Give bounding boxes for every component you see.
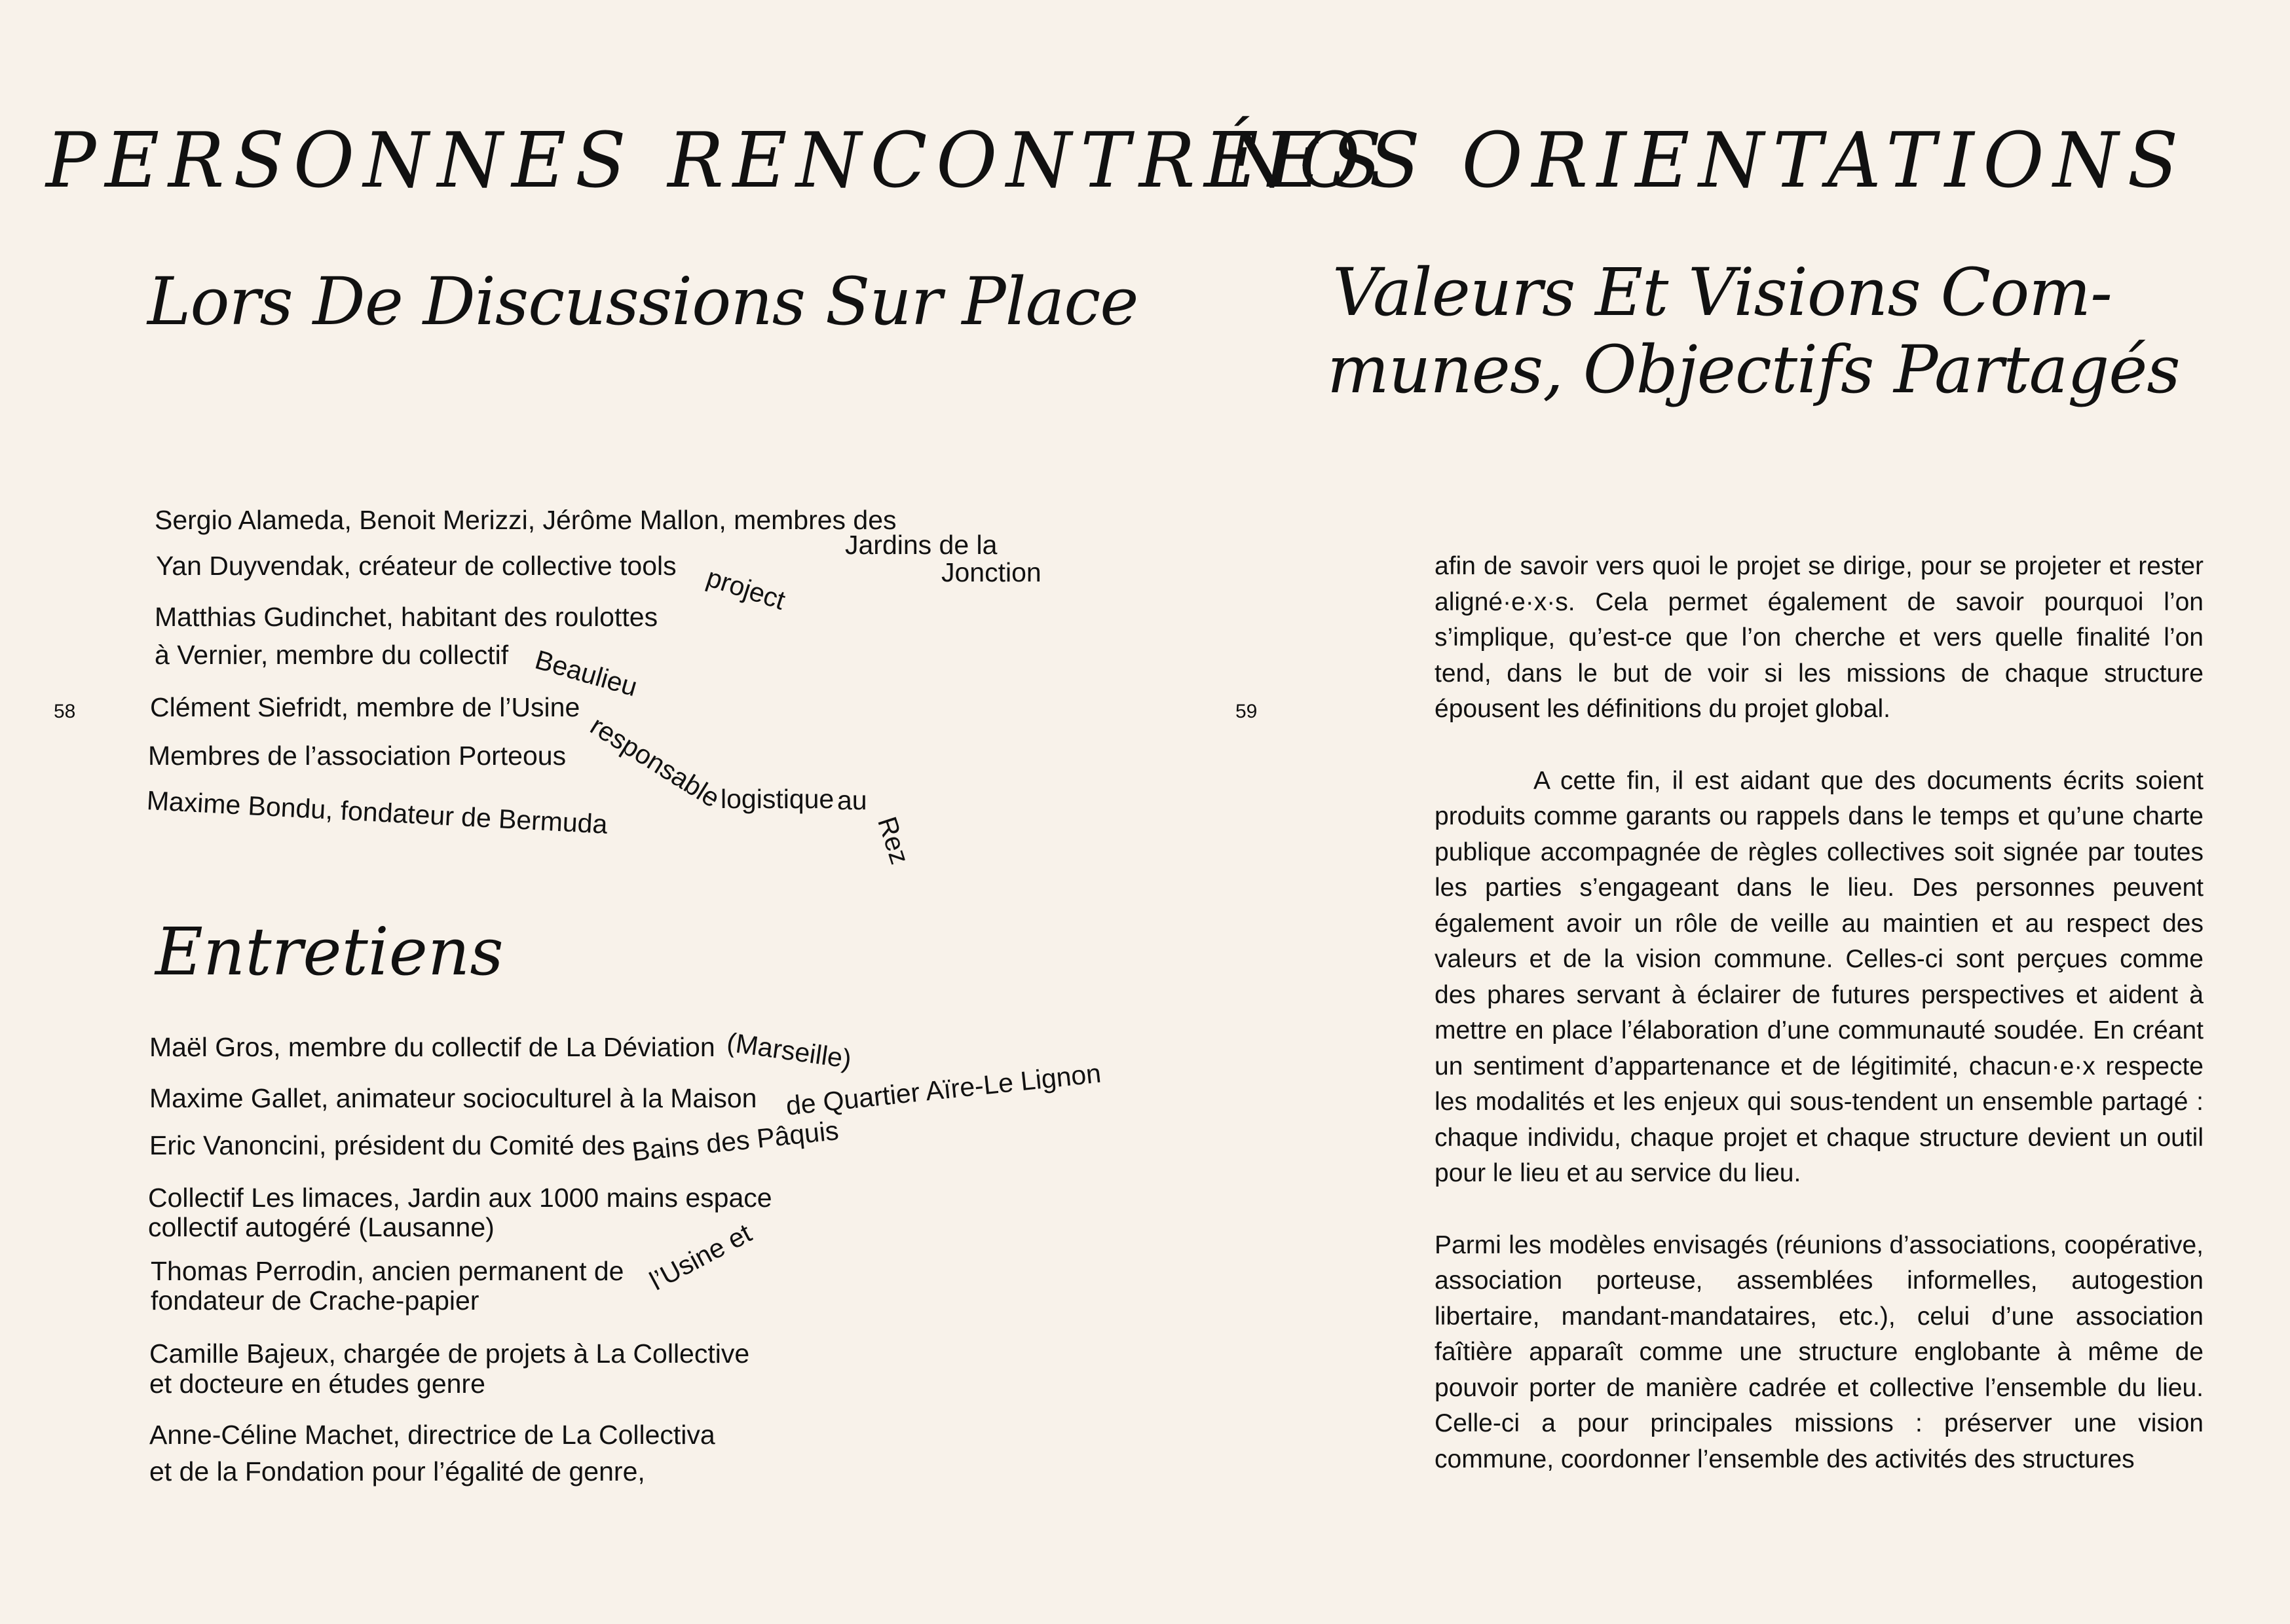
body-text xyxy=(1435,549,2204,1513)
list-item-fragment: de Quartier Aïre-Le Lignon xyxy=(784,1058,1102,1121)
list-item-fragment: Beaulieu xyxy=(531,644,641,703)
page-title: NOS ORIENTATIONS xyxy=(1225,117,2188,205)
list-item-fragment: logistique xyxy=(721,784,835,814)
list-item: collectif autogéré (Lausanne) xyxy=(148,1212,495,1242)
list-item: et docteure en études genre xyxy=(149,1369,485,1399)
list-item-fragment: Jonction xyxy=(941,557,1042,587)
page-number: 58 xyxy=(54,701,76,722)
page-subtitle: Lors De Discussions Sur Place xyxy=(147,263,1138,340)
right-page xyxy=(1145,0,2290,1624)
list-item: Eric Vanoncini, président du Comité des xyxy=(149,1130,626,1160)
section-title: Entretiens xyxy=(155,913,504,990)
list-item-fragment: project xyxy=(703,562,789,616)
list-item-fragment: Jardins de la xyxy=(845,530,998,560)
list-item-fragment: l’Usine et xyxy=(645,1217,757,1297)
paragraph: afin de savoir vers quoi le projet se dirige, pour se projeter et rester aligné·e·x·s. Cela permet également de savoir pourquoi l’on s’implique, qu’est-ce que l’on cherche et vers quelle finalité l’on tend, dans le but de voir si les missions de chaque structure épousent les définitions du projet global. xyxy=(1435,552,2204,723)
list-item: Membres de l’association Porteous xyxy=(148,741,567,771)
list-item: Matthias Gudinchet, habitant des roulottes xyxy=(155,602,658,632)
list-item-fragment: Bains des Pâquis xyxy=(630,1115,840,1167)
list-item: Clément Siefridt, membre de l’Usine xyxy=(150,692,580,722)
page-title: PERSONNES RENCONTRÉES xyxy=(46,117,1391,205)
page-subtitle-line-1: Valeurs Et Visions Com- xyxy=(1332,254,2112,331)
list-item: à Vernier, membre du collectif xyxy=(155,640,509,670)
paragraph: Parmi les modèles envisagés (réunions d’associations, coopérative, association porteuse, assemblées informelles, autogestion libertaire, mandant-mandataires, etc.), celui d’une association faîtière apparaît comme une structure englobante à même de pouvoir porter de manière cadrée et collective l’ensemble du lieu. Celle-ci a pour principales missions : préserver une vision commune, coordonner l’ensemble des activités des structures xyxy=(1435,1230,2204,1473)
list-item: Collectif Les limaces, Jardin aux 1000 mains espace xyxy=(148,1183,772,1213)
list-item: Maxime Gallet, animateur socioculturel à la Maison xyxy=(149,1083,757,1113)
list-item: Anne-Céline Machet, directrice de La Collectiva xyxy=(149,1420,715,1450)
page-subtitle-line-2: munes, Objectifs Partagés xyxy=(1327,331,2180,408)
list-item-fragment: au xyxy=(837,785,867,815)
page-number: 59 xyxy=(1235,701,1258,722)
list-item: et de la Fondation pour l’égalité de genre, xyxy=(149,1456,645,1486)
list-item-fragment: Rez xyxy=(872,813,916,868)
list-item: Yan Duyvendak, créateur de collective tools xyxy=(156,551,677,581)
paragraph: A cette fin, il est aidant que des documents écrits soient produits comme garants ou rappels dans le temps et qu’une charte publique accompagnée de règles collectives soit signée par toutes les parties s’engageant dans le lieu. Des personnes peuvent également avoir un rôle de veille au maintien et au respect des valeurs et de la vision commune. Celles-ci sont perçues comme des phares servant à éclairer de futures perspectives et aident à mettre en place l’élaboration d’une communauté soudée. En créant un sentiment d’appartenance et de légitimité, chacun·e·x respecte les modalités et les enjeux qui sous-tendent un ensemble partagé : chaque individu, chaque projet et chaque structure devient un outil pour le lieu et au service du lieu. xyxy=(1435,766,2204,1187)
list-item: fondateur de Crache-papier xyxy=(151,1285,479,1316)
list-item: Sergio Alameda, Benoit Merizzi, Jérôme Mallon, membres des xyxy=(155,505,897,535)
list-item: Camille Bajeux, chargée de projets à La Collective xyxy=(149,1338,750,1369)
list-item-fragment: responsable xyxy=(585,710,726,814)
list-item: Maxime Bondu, fondateur de Bermuda xyxy=(145,785,609,840)
list-item: Thomas Perrodin, ancien permanent de xyxy=(151,1256,624,1286)
list-item: Maël Gros, membre du collectif de La Déviation xyxy=(149,1032,715,1062)
list-item-fragment: (Marseille) xyxy=(724,1027,854,1075)
